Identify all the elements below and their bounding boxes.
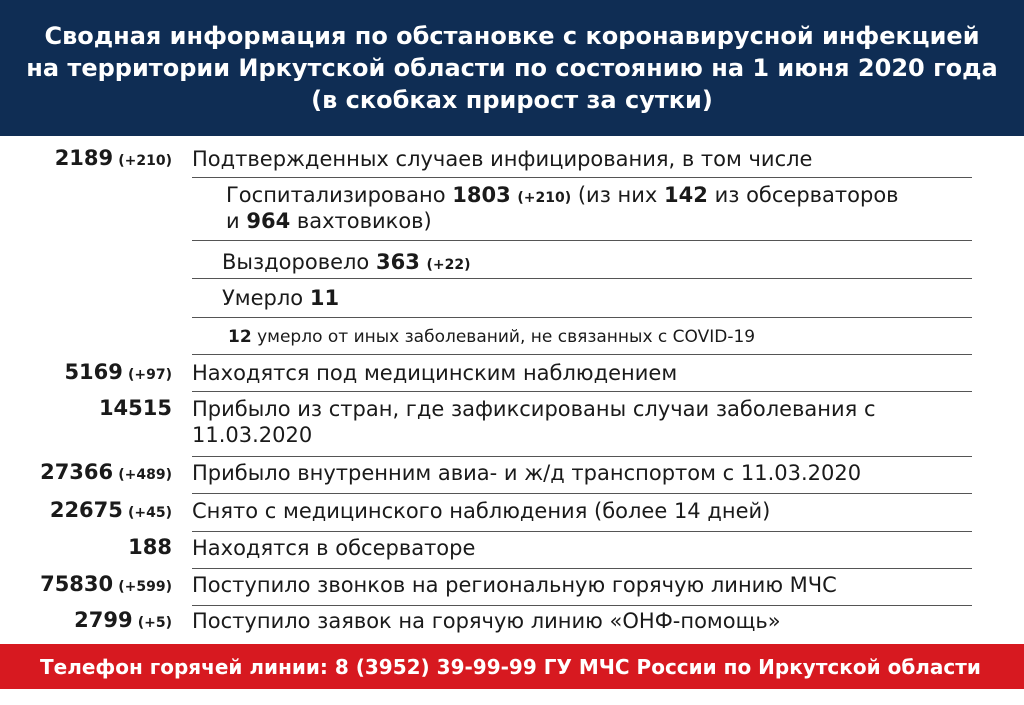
recovered-label: Выздоровело 363 (+22)	[222, 250, 471, 274]
hospitalized-label: Госпитализировано 1803 (+210) (из них 142 из обсерваторов	[226, 183, 899, 207]
confirmed-value: 2189	[54, 146, 114, 170]
died-label: Умерло 11	[222, 286, 340, 310]
header-title-line-1: Сводная информация по обстановке с коронавирусной инфекцией	[44, 22, 980, 50]
recovered-increase: (+22)	[426, 257, 471, 273]
observation-value: 5169	[64, 360, 123, 384]
arrived-abroad-count	[0, 396, 172, 420]
header-subtitle: (в скобках прирост за сутки)	[311, 86, 713, 114]
divider	[192, 317, 972, 318]
calls-increase: (+599)	[118, 579, 172, 595]
recovered-value: 363	[375, 250, 420, 274]
confirmed-label: Подтвержденных случаев инфицирования, в том числе	[192, 147, 813, 171]
died-other-value: 12	[228, 327, 252, 347]
confirmed-count	[0, 146, 172, 170]
observed-value: 142	[664, 183, 708, 207]
header-title-line-2: на территории Иркутской области по состоянию на 1 июня 2020 года	[26, 54, 998, 82]
died-value: 11	[309, 286, 340, 310]
removed-increase: (+45)	[127, 505, 172, 521]
divider	[192, 605, 972, 606]
arrived-abroad-date: 11.03.2020	[192, 423, 313, 447]
observatory-count	[0, 535, 172, 559]
onf-value: 2799	[74, 608, 133, 632]
hotline-text: Телефон горячей линии: 8 (3952) 39-99-99 ГУ МЧС России по Иркутской области	[40, 654, 981, 679]
observatory-label: Находятся в обсерваторе	[192, 536, 476, 560]
onf-count	[0, 608, 172, 632]
removed-value: 22675	[49, 498, 123, 522]
arrived-domestic-label: Прибыло внутренним авиа- и ж/д транспортом с 11.03.2020	[192, 461, 862, 485]
divider	[192, 568, 972, 569]
hospitalized-increase: (+210)	[517, 190, 572, 206]
divider	[192, 354, 972, 355]
divider	[192, 391, 972, 392]
hotline-footer	[0, 644, 1024, 689]
observatory-value: 188	[128, 535, 172, 559]
confirmed-increase: (+210)	[118, 153, 172, 169]
divider	[192, 177, 972, 178]
onf-increase: (+5)	[137, 615, 172, 631]
arrived-abroad-label: Прибыло из стран, где зафиксированы случаи заболевания с	[192, 397, 876, 421]
page-header	[0, 0, 1024, 136]
calls-count	[0, 572, 172, 596]
divider	[192, 240, 972, 241]
observation-label: Находятся под медицинским наблюдением	[192, 361, 678, 385]
arrived-domestic-increase: (+489)	[118, 467, 172, 483]
arrived-domestic-count	[0, 460, 172, 484]
divider	[192, 278, 972, 279]
arrived-abroad-value: 14515	[98, 396, 172, 420]
removed-count	[0, 498, 172, 522]
shift-workers-value: 964	[246, 209, 291, 233]
removed-label: Снято с медицинского наблюдения (более 14 дней)	[192, 499, 771, 523]
onf-label: Поступило заявок на горячую линию «ОНФ-помощь»	[192, 609, 781, 633]
observation-count	[0, 360, 172, 384]
calls-value: 75830	[40, 572, 114, 596]
divider	[192, 493, 972, 494]
observation-increase: (+97)	[127, 367, 172, 383]
hospitalized-value: 1803	[452, 183, 511, 207]
divider	[192, 456, 972, 457]
arrived-domestic-value: 27366	[40, 460, 114, 484]
died-other-label: 12 умерло от иных заболеваний, не связанных с COVID-19	[228, 327, 756, 347]
calls-label: Поступило звонков на региональную горячую линию МЧС	[192, 573, 837, 597]
hospitalized-label-cont: и 964 вахтовиков)	[226, 209, 432, 233]
divider	[192, 531, 972, 532]
stats-table	[0, 136, 1024, 644]
